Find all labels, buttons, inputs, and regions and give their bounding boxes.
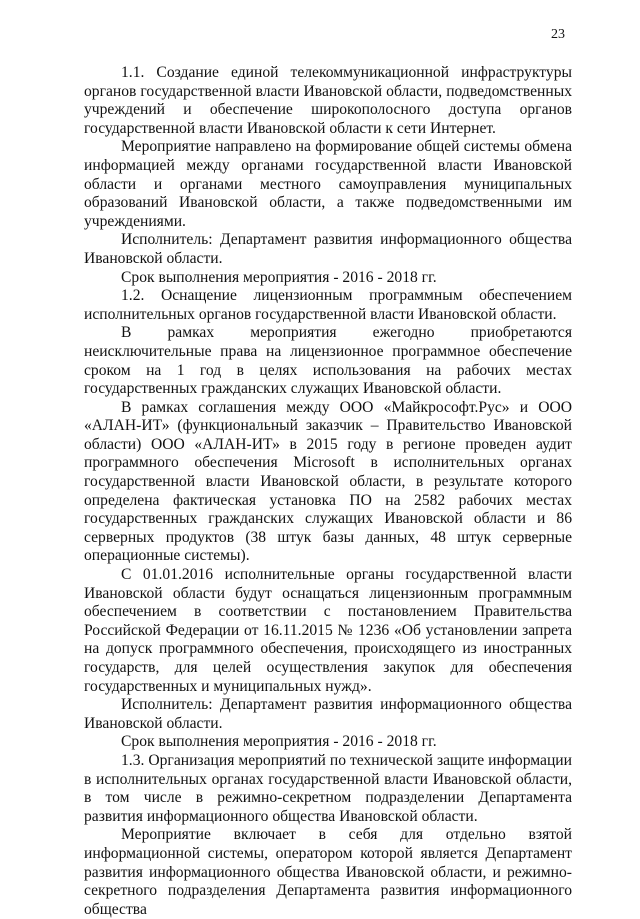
- paragraph-1-2-executor: Исполнитель: Департамент развития информационного общества Ивановской области.: [84, 696, 572, 732]
- paragraph-1-3: 1.3. Организация мероприятий по технической защите информации в исполнительных органах государственной власти Ивановской области, в том числе в режимно-секретном подразделении Департамента развития информационного общества Ивановской области.: [84, 751, 572, 825]
- paragraph-1-1-description: Мероприятие направлено на формирование общей системы обмена информацией между органами государственной власти Ивановской области и органами местного самоуправления муниципальных образований Ивановской области, а также подведомственными им учреждениями.: [84, 138, 572, 230]
- paragraph-1-3-description: Мероприятие включает в себя для отдельно взятой информационной системы, оператором которой является Департамент развития информационного общества Ивановской области, и режимно-секретного подразделения Департамента развития информационного общества: [84, 826, 572, 918]
- paragraph-1-2-audit: В рамках соглашения между ООО «Майкрософт.Рус» и ООО «АЛАН-ИТ» (функциональный заказчик – Правительство Ивановской области) ООО «АЛАН-ИТ» в 2015 году в регионе проведен аудит программного обеспечения Microsoft в исполнительных органах государственной власти Ивановской области, в результате которого определена фактическая установка ПО на 2582 рабочих местах государственных гражданских служащих Ивановской области и 86 серверных продуктов (38 штук базы данных, 48 штук серверные операционные системы).: [84, 398, 572, 565]
- page-number: 23: [551, 27, 565, 42]
- paragraph-1-2-licensing: С 01.01.2016 исполнительные органы государственной власти Ивановской области будут оснащаться лицензионным программным обеспечением в соответствии с постановлением Правительства Российской Федерации от 16.11.2015 № 1236 «Об установлении запрета на допуск программного обеспечения, происходящего из иностранных государств, для целей осуществления закупок для обеспечения государственных и муниципальных нужд».: [84, 566, 572, 695]
- paragraph-1-1-deadline: Срок выполнения мероприятия - 2016 - 2018 гг.: [121, 268, 437, 286]
- paragraph-1-1-executor: Исполнитель: Департамент развития информационного общества Ивановской области.: [84, 231, 572, 267]
- paragraph-1-2-description: В рамках мероприятия ежегодно приобретаются неисключительные права на лицензионное программное обеспечение сроком на 1 год в целях использования на рабочих местах государственных гражданских служащих Ивановской области.: [84, 324, 572, 398]
- paragraph-1-2-deadline: Срок выполнения мероприятия - 2016 - 2018 гг.: [121, 733, 437, 751]
- document-body: [84, 64, 572, 919]
- paragraph-1-2: 1.2. Оснащение лицензионным программным обеспечением исполнительных органов государственной власти Ивановской области.: [84, 287, 572, 323]
- paragraph-1-1: 1.1. Создание единой телекоммуникационной инфраструктуры органов государственной власти Ивановской области, подведомственных учреждений и обеспечение широкополосного доступа органов государственной власти Ивановской области к сети Интернет.: [84, 64, 572, 137]
